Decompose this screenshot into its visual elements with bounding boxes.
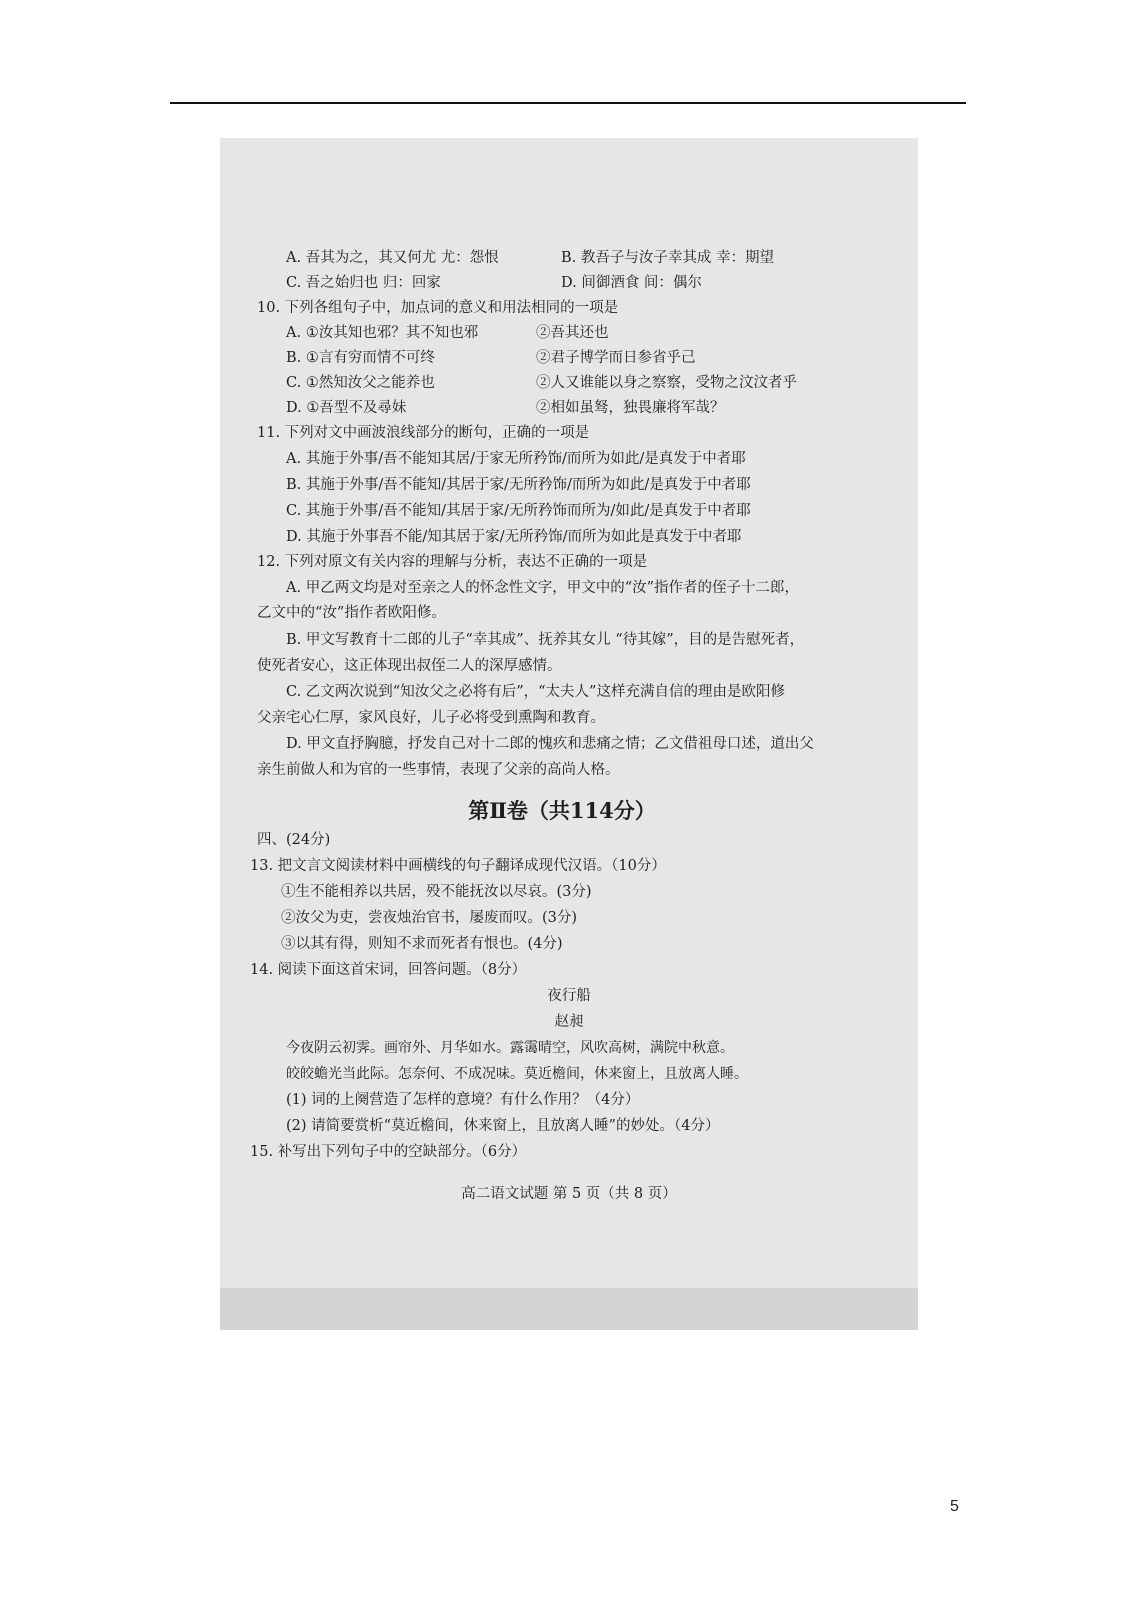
q12-option-c-1: C. 乙文两次说到“知汝父之必将有后”，“太夫人”这样充满自信的理由是欧阳修 [286, 684, 785, 700]
q10-option-d-2: ②相如虽驽，独畏廉将军哉？ [536, 400, 725, 416]
question-13: 13. 把文言文阅读材料中画横线的句子翻译成现代汉语。（10分） [250, 858, 666, 874]
q11-option-d: D. 其施于外事吾不能/知其居于家/无所矜饰/而所为如此是真发于中者耶 [286, 529, 742, 545]
q10-option-c-1: C. ①然知汝父之能养也 [286, 375, 435, 391]
q10-option-d-1: D. ①吾型不及尋妹 [286, 400, 407, 416]
q14-subquestion-2: (2) 请简要赏析“莫近檐间，休来窗上，且放离人睡”的妙处。（4分） [286, 1118, 720, 1134]
question-12: 12. 下列对原文有关内容的理解与分析，表达不正确的一项是 [257, 554, 648, 570]
q10-option-b-1: B. ①言有穷而情不可终 [286, 350, 435, 366]
q13-sentence-2: ②汝父为吏，尝夜烛治官书，屡废而叹。(3分) [281, 910, 578, 926]
part-4-heading: 四、(24分) [257, 832, 331, 848]
q9-option-b: B. 教吾子与汝子幸其成 幸：期望 [561, 250, 774, 266]
poem-line-1: 今夜阴云初霁。画帘外、月华如水。露霭晴空，风吹高树，满院中秋意。 [286, 1040, 734, 1056]
header-rule [170, 102, 966, 104]
section-2-heading: 第Ⅱ卷（共114分） [468, 798, 656, 823]
question-15: 15. 补写出下列句子中的空缺部分。（6分） [250, 1144, 527, 1160]
poem-title: 夜行船 [547, 988, 591, 1004]
question-11: 11. 下列对文中画波浪线部分的断句，正确的一项是 [257, 425, 590, 441]
scan-bottom-band [220, 1288, 918, 1330]
q10-option-a-1: A. ①汝其知也邪？其不知也邪 [286, 325, 479, 341]
q13-sentence-1: ①生不能相养以共居，殁不能抚汝以尽哀。(3分) [281, 884, 592, 900]
q9-option-d: D. 间御酒食 间：偶尔 [561, 275, 702, 291]
scanned-exam-page [220, 138, 918, 1330]
q11-option-c: C. 其施于外事/吾不能知/其居于家/无所矜饰而所为/如此/是真发于中者耶 [286, 503, 751, 519]
q12-option-b-1: B. 甲文写教育十二郎的儿子“幸其成”、抚养其女儿 “待其嫁”，目的是告慰死者， [286, 632, 805, 648]
q12-option-d-1: D. 甲文直抒胸臆，抒发自己对十二郎的愧疚和悲痛之情；乙文借祖母口述，道出父 [286, 736, 814, 752]
exam-footer: 高二语文试题 第 5 页（共 8 页） [461, 1186, 677, 1202]
q11-option-b: B. 其施于外事/吾不能知/其居于家/无所矜饰/而所为如此/是真发于中者耶 [286, 477, 751, 493]
q12-option-b-2: 使死者安心，这正体现出叔侄二人的深厚感情。 [257, 658, 562, 674]
q12-option-a-2: 乙文中的“汝”指作者欧阳修。 [257, 605, 446, 621]
q10-option-a-2: ②吾其还也 [536, 325, 609, 341]
q14-subquestion-1: (1) 词的上阕营造了怎样的意境？有什么作用？（4分） [286, 1092, 640, 1108]
q12-option-d-2: 亲生前做人和为官的一些事情，表现了父亲的高尚人格。 [257, 762, 620, 778]
q12-option-a-1: A. 甲乙两文均是对至亲之人的怀念性文字，甲文中的“汝”指作者的侄子十二郎， [286, 580, 800, 596]
q9-option-c: C. 吾之始归也 归：回家 [286, 275, 441, 291]
q13-sentence-3: ③以其有得，则知不求而死者有恨也。(4分) [281, 936, 563, 952]
question-10: 10. 下列各组句子中，加点词的意义和用法相同的一项是 [257, 300, 619, 316]
question-14: 14. 阅读下面这首宋词，回答问题。（8分） [250, 962, 527, 978]
page-number: 5 [950, 1498, 959, 1515]
poem-author: 赵昶 [554, 1014, 584, 1030]
q10-option-b-2: ②君子博学而日参省乎己 [536, 350, 696, 366]
q11-option-a: A. 其施于外事/吾不能知其居/于家无所矜饰/而所为如此/是真发于中者耶 [286, 451, 746, 467]
poem-line-2: 皎皎蟾光当此际。怎奈何、不成况味。莫近檐间，休来窗上，且放离人睡。 [286, 1066, 748, 1082]
q10-option-c-2: ②人又谁能以身之察察，受物之汶汶者乎 [536, 375, 797, 391]
q9-option-a: A. 吾其为之，其又何尤 尤：怨恨 [286, 250, 499, 266]
q12-option-c-2: 父亲宅心仁厚，家风良好，儿子必将受到熏陶和教育。 [257, 710, 605, 726]
